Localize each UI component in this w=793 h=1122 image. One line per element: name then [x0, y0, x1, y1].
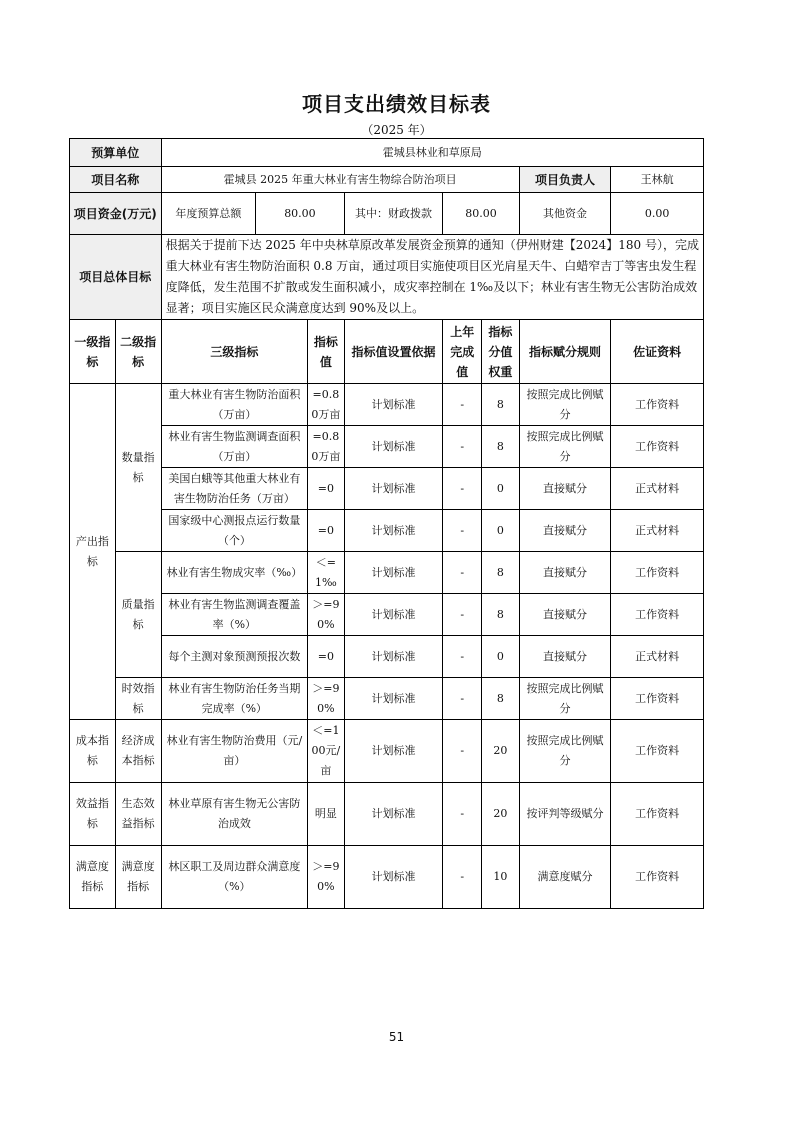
indicator-last: -: [443, 510, 482, 552]
indicator-rule: 按照完成比例赋分: [519, 426, 611, 468]
indicator-last: -: [443, 678, 482, 720]
indicator-rule: 按照完成比例赋分: [519, 384, 611, 426]
goal-row: [70, 235, 704, 320]
indicator-basis: 计划标准: [344, 426, 443, 468]
table-row: [70, 636, 704, 678]
budget-unit-value: 霍城县林业和草原局: [161, 139, 703, 167]
group-cost: 成本指标: [70, 720, 116, 783]
indicator-last: -: [443, 552, 482, 594]
group-output: 产出指标: [70, 384, 116, 720]
indicator-name: 林业有害生物监测调查覆盖率（%）: [161, 594, 308, 636]
indicator-name: 林区职工及周边群众满意度（%）: [161, 846, 308, 909]
indicator-value: 明显: [308, 783, 345, 846]
other-label: 其他资金: [519, 193, 611, 235]
indicator-weight: 20: [482, 783, 520, 846]
indicator-evidence: 正式材料: [611, 468, 704, 510]
indicator-rule: 按评判等级赋分: [519, 783, 611, 846]
indicator-rule: 直接赋分: [519, 636, 611, 678]
indicator-rule: 直接赋分: [519, 594, 611, 636]
fiscal-value: 80.00: [443, 193, 519, 235]
indicator-last: -: [443, 636, 482, 678]
indicator-basis: 计划标准: [344, 678, 443, 720]
table-row: [70, 468, 704, 510]
group-satisfaction-sub: 满意度指标: [115, 846, 161, 909]
col-value: 指标值: [308, 320, 345, 384]
group-timeliness: 时效指标: [115, 678, 161, 720]
indicator-last: -: [443, 720, 482, 783]
indicator-evidence: 正式材料: [611, 510, 704, 552]
indicator-last: -: [443, 468, 482, 510]
funds-row: [70, 193, 704, 235]
performance-target-table: [69, 138, 704, 909]
project-name-value: 霍城县 2025 年重大林业有害生物综合防治项目: [161, 167, 519, 193]
indicator-basis: 计划标准: [344, 636, 443, 678]
indicator-value: =0.80万亩: [308, 384, 345, 426]
col-level1: 一级指标: [70, 320, 116, 384]
project-name-label: 项目名称: [70, 167, 162, 193]
annual-budget-label: 年度预算总额: [161, 193, 256, 235]
page-number: 51: [388, 1030, 405, 1044]
indicator-name: 林业有害生物防治任务当期完成率（%）: [161, 678, 308, 720]
year-label: （2025 年）: [361, 123, 432, 137]
indicator-value: =0: [308, 510, 345, 552]
indicator-weight: 8: [482, 384, 520, 426]
table-row: [70, 552, 704, 594]
col-basis: 指标值设置依据: [344, 320, 443, 384]
indicator-value: ＜=1‰: [308, 552, 345, 594]
indicator-weight: 8: [482, 426, 520, 468]
indicator-weight: 8: [482, 678, 520, 720]
indicator-rule: 直接赋分: [519, 510, 611, 552]
indicator-basis: 计划标准: [344, 783, 443, 846]
indicator-name: 林业有害生物防治费用（元/亩）: [161, 720, 308, 783]
table-row: [70, 510, 704, 552]
indicator-rule: 按照完成比例赋分: [519, 678, 611, 720]
indicator-evidence: 工作资料: [611, 678, 704, 720]
indicator-basis: 计划标准: [344, 594, 443, 636]
group-economic-cost: 经济成本指标: [115, 720, 161, 783]
indicator-value: ＞=90%: [308, 678, 345, 720]
indicator-weight: 20: [482, 720, 520, 783]
indicator-weight: 8: [482, 552, 520, 594]
table-row: [70, 384, 704, 426]
table-row: [70, 594, 704, 636]
indicator-name: 国家级中心测报点运行数量（个）: [161, 510, 308, 552]
indicator-evidence: 工作资料: [611, 426, 704, 468]
indicator-value: ＞=90%: [308, 594, 345, 636]
indicator-value: =0: [308, 468, 345, 510]
indicator-evidence: 工作资料: [611, 552, 704, 594]
indicator-name: 林业有害生物监测调查面积（万亩）: [161, 426, 308, 468]
budget-unit-row: [70, 139, 704, 167]
indicator-basis: 计划标准: [344, 468, 443, 510]
group-satisfaction: 满意度指标: [70, 846, 116, 909]
page-title: 项目支出绩效目标表: [302, 92, 491, 116]
table-row: [70, 846, 704, 909]
indicator-value: ＞=90%: [308, 846, 345, 909]
indicator-last: -: [443, 783, 482, 846]
table-row: [70, 720, 704, 783]
group-quantity: 数量指标: [115, 384, 161, 552]
indicator-basis: 计划标准: [344, 720, 443, 783]
indicator-evidence: 工作资料: [611, 783, 704, 846]
indicator-last: -: [443, 384, 482, 426]
col-last-year: 上年完成值: [443, 320, 482, 384]
indicator-weight: 0: [482, 510, 520, 552]
indicator-last: -: [443, 594, 482, 636]
indicator-evidence: 正式材料: [611, 636, 704, 678]
indicator-value: =0: [308, 636, 345, 678]
indicator-last: -: [443, 426, 482, 468]
indicator-value: ＜=100元/亩: [308, 720, 345, 783]
group-eco-benefit: 生态效益指标: [115, 783, 161, 846]
indicator-name: 重大林业有害生物防治面积（万亩）: [161, 384, 308, 426]
indicator-rule: 按照完成比例赋分: [519, 720, 611, 783]
indicator-name: 林业草原有害生物无公害防治成效: [161, 783, 308, 846]
leader-value: 王林航: [611, 167, 704, 193]
funds-label: 项目资金(万元): [70, 193, 162, 235]
indicator-name: 每个主测对象预测预报次数: [161, 636, 308, 678]
other-value: 0.00: [611, 193, 704, 235]
annual-budget-value: 80.00: [256, 193, 345, 235]
goal-label: 项目总体目标: [70, 235, 162, 320]
col-rule: 指标赋分规则: [519, 320, 611, 384]
indicator-weight: 0: [482, 468, 520, 510]
indicator-name: 美国白蛾等其他重大林业有害生物防治任务（万亩）: [161, 468, 308, 510]
indicator-rule: 直接赋分: [519, 468, 611, 510]
col-level3: 三级指标: [161, 320, 308, 384]
col-level2: 二级指标: [115, 320, 161, 384]
project-name-row: [70, 167, 704, 193]
indicator-basis: 计划标准: [344, 846, 443, 909]
table-row: [70, 678, 704, 720]
indicator-evidence: 工作资料: [611, 594, 704, 636]
leader-label: 项目负责人: [519, 167, 611, 193]
table-row: [70, 426, 704, 468]
indicator-basis: 计划标准: [344, 384, 443, 426]
indicator-weight: 10: [482, 846, 520, 909]
indicator-evidence: 工作资料: [611, 384, 704, 426]
indicator-weight: 0: [482, 636, 520, 678]
indicator-basis: 计划标准: [344, 552, 443, 594]
group-quality: 质量指标: [115, 552, 161, 678]
budget-unit-label: 预算单位: [70, 139, 162, 167]
indicator-rule: 直接赋分: [519, 552, 611, 594]
col-evidence: 佐证资料: [611, 320, 704, 384]
indicator-last: -: [443, 846, 482, 909]
indicator-basis: 计划标准: [344, 510, 443, 552]
indicator-value: =0.80万亩: [308, 426, 345, 468]
indicator-rule: 满意度赋分: [519, 846, 611, 909]
indicator-evidence: 工作资料: [611, 720, 704, 783]
table-row: [70, 783, 704, 846]
fiscal-label: 其中：财政拨款: [344, 193, 443, 235]
col-weight: 指标分值权重: [482, 320, 520, 384]
goal-text: 根据关于提前下达 2025 年中央林草原改革发展资金预算的通知（伊州财建【2024】180 号），完成重大林业有害生物防治面积 0.8 万亩，通过项目实施使项目区光肩星天牛、白蜡窄吉丁等害虫发生程度降低，发生范围不扩散或发生面积减小，成灾率控制在 1‰及以下；林业有害生物无公害防治成效显著；项目实施区民众满意度达到 90%及以上。: [161, 235, 703, 320]
indicator-evidence: 工作资料: [611, 846, 704, 909]
indicator-name: 林业有害生物成灾率（‰）: [161, 552, 308, 594]
indicator-weight: 8: [482, 594, 520, 636]
group-benefit: 效益指标: [70, 783, 116, 846]
column-header-row: [70, 320, 704, 384]
